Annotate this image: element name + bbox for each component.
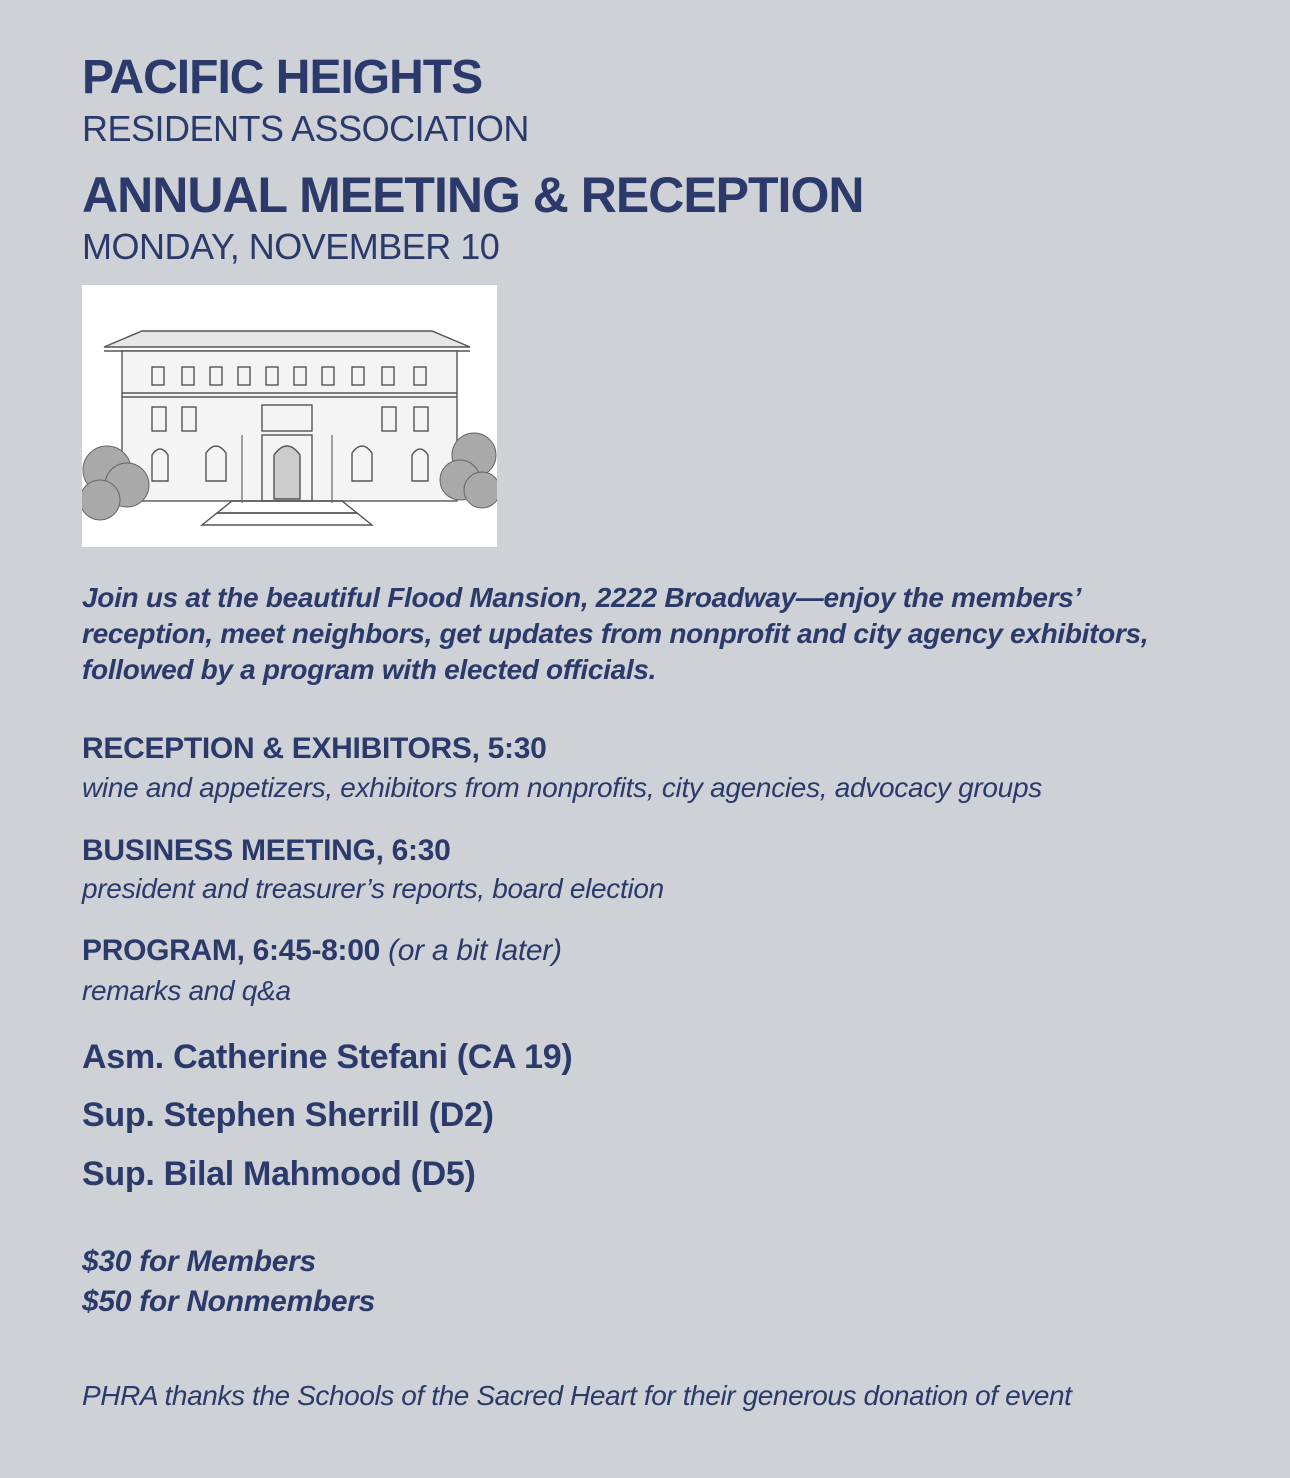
reception-description: wine and appetizers, exhibitors from nonprofits, city agencies, advocacy groups: [82, 772, 1042, 803]
member-price: $30 for Members: [82, 1245, 316, 1278]
sponsor-acknowledgement: PHRA thanks the Schools of the Sacred Heart for their generous donation of event: [82, 1380, 1072, 1411]
program-time-note: (or a bit later): [388, 934, 562, 967]
organization-subtitle: RESIDENTS ASSOCIATION: [82, 108, 529, 149]
mansion-illustration: [82, 285, 497, 547]
mansion-drawing-icon: [82, 285, 497, 547]
program-title: PROGRAM, 6:45-8:00: [82, 934, 389, 967]
event-introduction: Join us at the beautiful Flood Mansion, 2222 Broadway—enjoy the members’ reception, meet neighbors, get updates from nonprofit and city agency exhibitors, followed by a program with elected officials.: [82, 582, 1149, 685]
program-heading: [82, 934, 562, 968]
reception-heading: RECEPTION & EXHIBITORS, 5:30: [82, 732, 547, 765]
business-meeting-description: president and treasurer’s reports, board election: [82, 873, 664, 904]
nonmember-price: $50 for Nonmembers: [82, 1285, 376, 1318]
event-date: MONDAY, NOVEMBER 10: [82, 226, 500, 267]
business-meeting-heading: BUSINESS MEETING, 6:30: [82, 834, 451, 867]
speaker-3: Sup. Bilal Mahmood (D5): [82, 1155, 476, 1193]
event-title: ANNUAL MEETING & RECEPTION: [82, 167, 864, 223]
speaker-1: Asm. Catherine Stefani (CA 19): [82, 1038, 573, 1076]
speaker-2: Sup. Stephen Sherrill (D2): [82, 1096, 494, 1134]
program-description: remarks and q&a: [82, 975, 291, 1006]
organization-name: PACIFIC HEIGHTS: [82, 51, 483, 104]
